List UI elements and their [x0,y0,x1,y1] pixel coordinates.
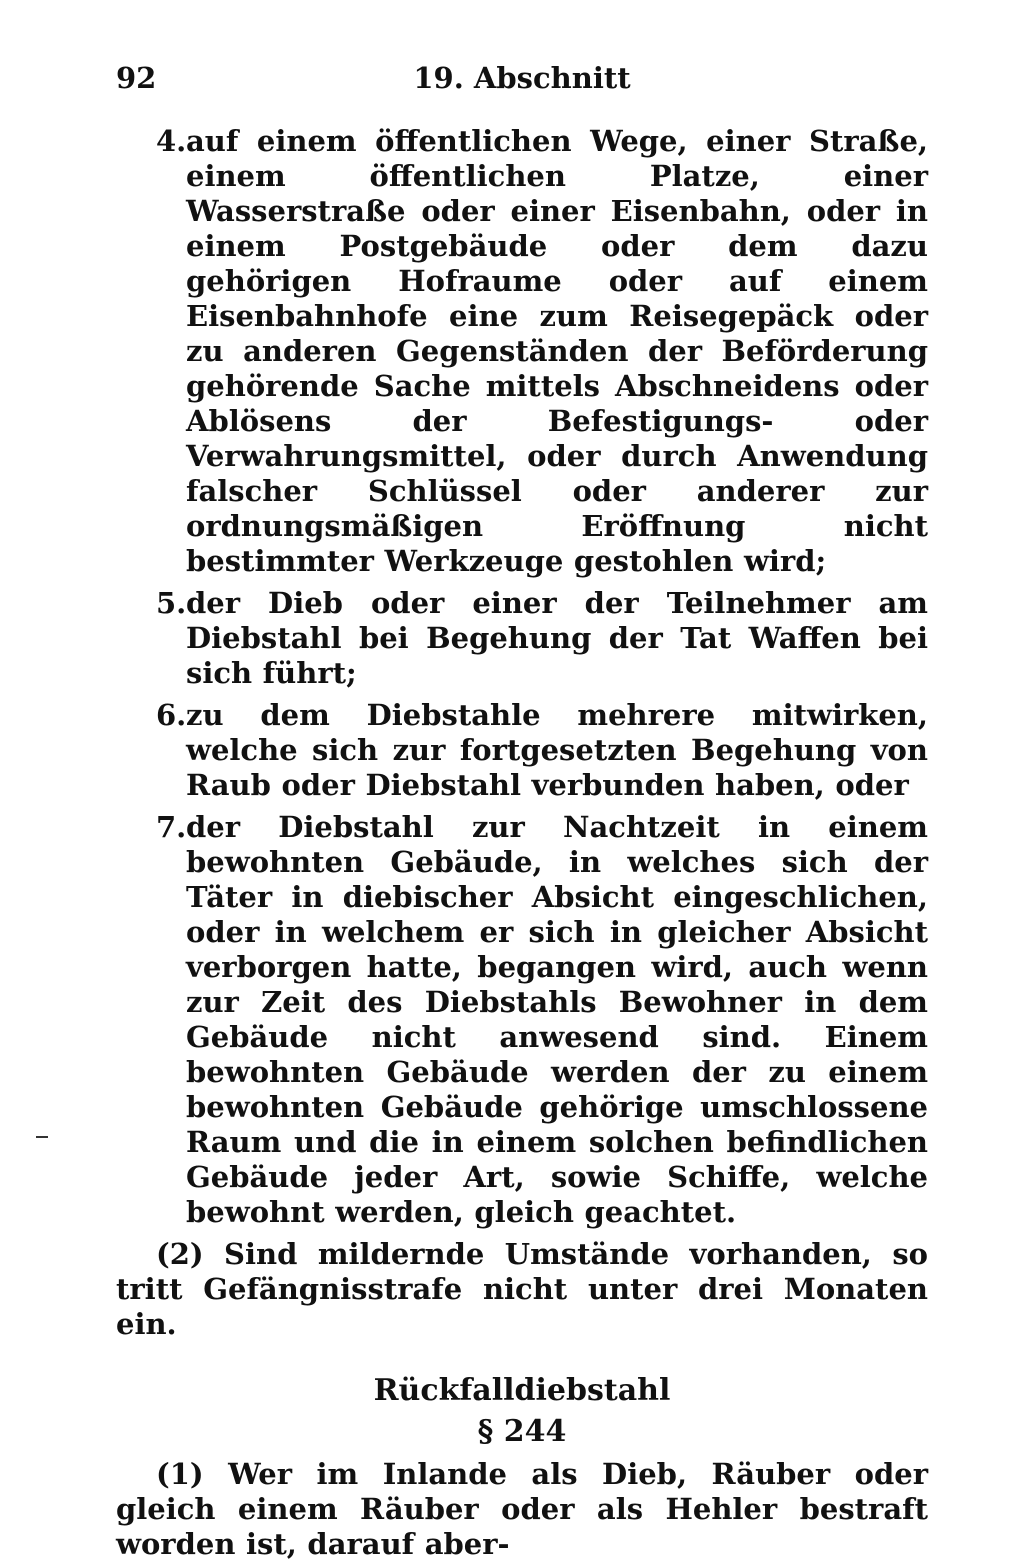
section-heading-block [116,1372,928,1451]
list-item-number: 7. [156,810,187,844]
list-item [116,698,928,803]
margin-mark [36,1136,48,1138]
list-item [116,810,928,1230]
list-item-number: 5. [156,586,187,620]
list-item-number: 6. [156,698,187,732]
running-head [116,58,928,98]
section-heading: Rückfalldiebstahl [373,1373,671,1408]
list-item-number: 4. [156,124,187,158]
main-text [116,124,928,1562]
list-item-text: der Diebstahl zur Nachtzeit in einem bewohnten Gebäude, in welches sich der Täter in diebischer Absicht eingeschlichen, oder in welchem er sich in gleicher Absicht verborgen hatte, begangen wird, auch wenn zur Zeit des Diebstahls Bewohner in dem Gebäude nicht anwesend sind. Einem bewohnten Gebäude werden der zu einem bewohnten Gebäude gehörige umschlossene Raum und die in einem solchen befindlichen Gebäude jeder Art, sowie Schiffe, welche bewohnt werden, gleich geachtet. [186,810,928,1229]
list-item [116,586,928,691]
chapter-title: 19. Abschnitt [413,61,631,95]
page-number: 92 [116,61,157,95]
list-item [116,124,928,579]
section-number: § 244 [477,1414,567,1449]
list-item-text: auf einem öffentlichen Wege, einer Straße, einem öffentlichen Platze, einer Wasserstraße oder einer Eisenbahn, oder in einem Postgebäude oder dem dazu gehörigen Hofraume oder auf einem Eisenbahnhofe eine zum Reisegepäck oder zu anderen Gegenständen der Beförderung gehörende Sache mittels Abschneidens oder Ablösens der Befestigungs- oder Verwahrungsmittel, oder durch Anwendung falscher Schlüssel oder anderer zur ordnungsmäßigen Eröffnung nicht bestimmter Werkzeuge gestohlen wird; [186,124,928,578]
paragraph-2: (2) Sind mildernde Umstände vorhanden, so tritt Gefängnisstrafe nicht unter drei Monaten ein. [116,1237,928,1341]
list-item-text: der Dieb oder einer der Teilnehmer am Diebstahl bei Begehung der Tat Waffen bei sich führt; [186,586,928,690]
list-item-text: zu dem Diebstahle mehrere mitwirken, welche sich zur fortgesetzten Begehung von Raub oder Diebstahl verbunden haben, oder [186,698,928,802]
paragraph-3: (1) Wer im Inlande als Dieb, Räuber oder gleich einem Räuber oder als Hehler bestraft worden ist, darauf aber- [116,1457,928,1561]
